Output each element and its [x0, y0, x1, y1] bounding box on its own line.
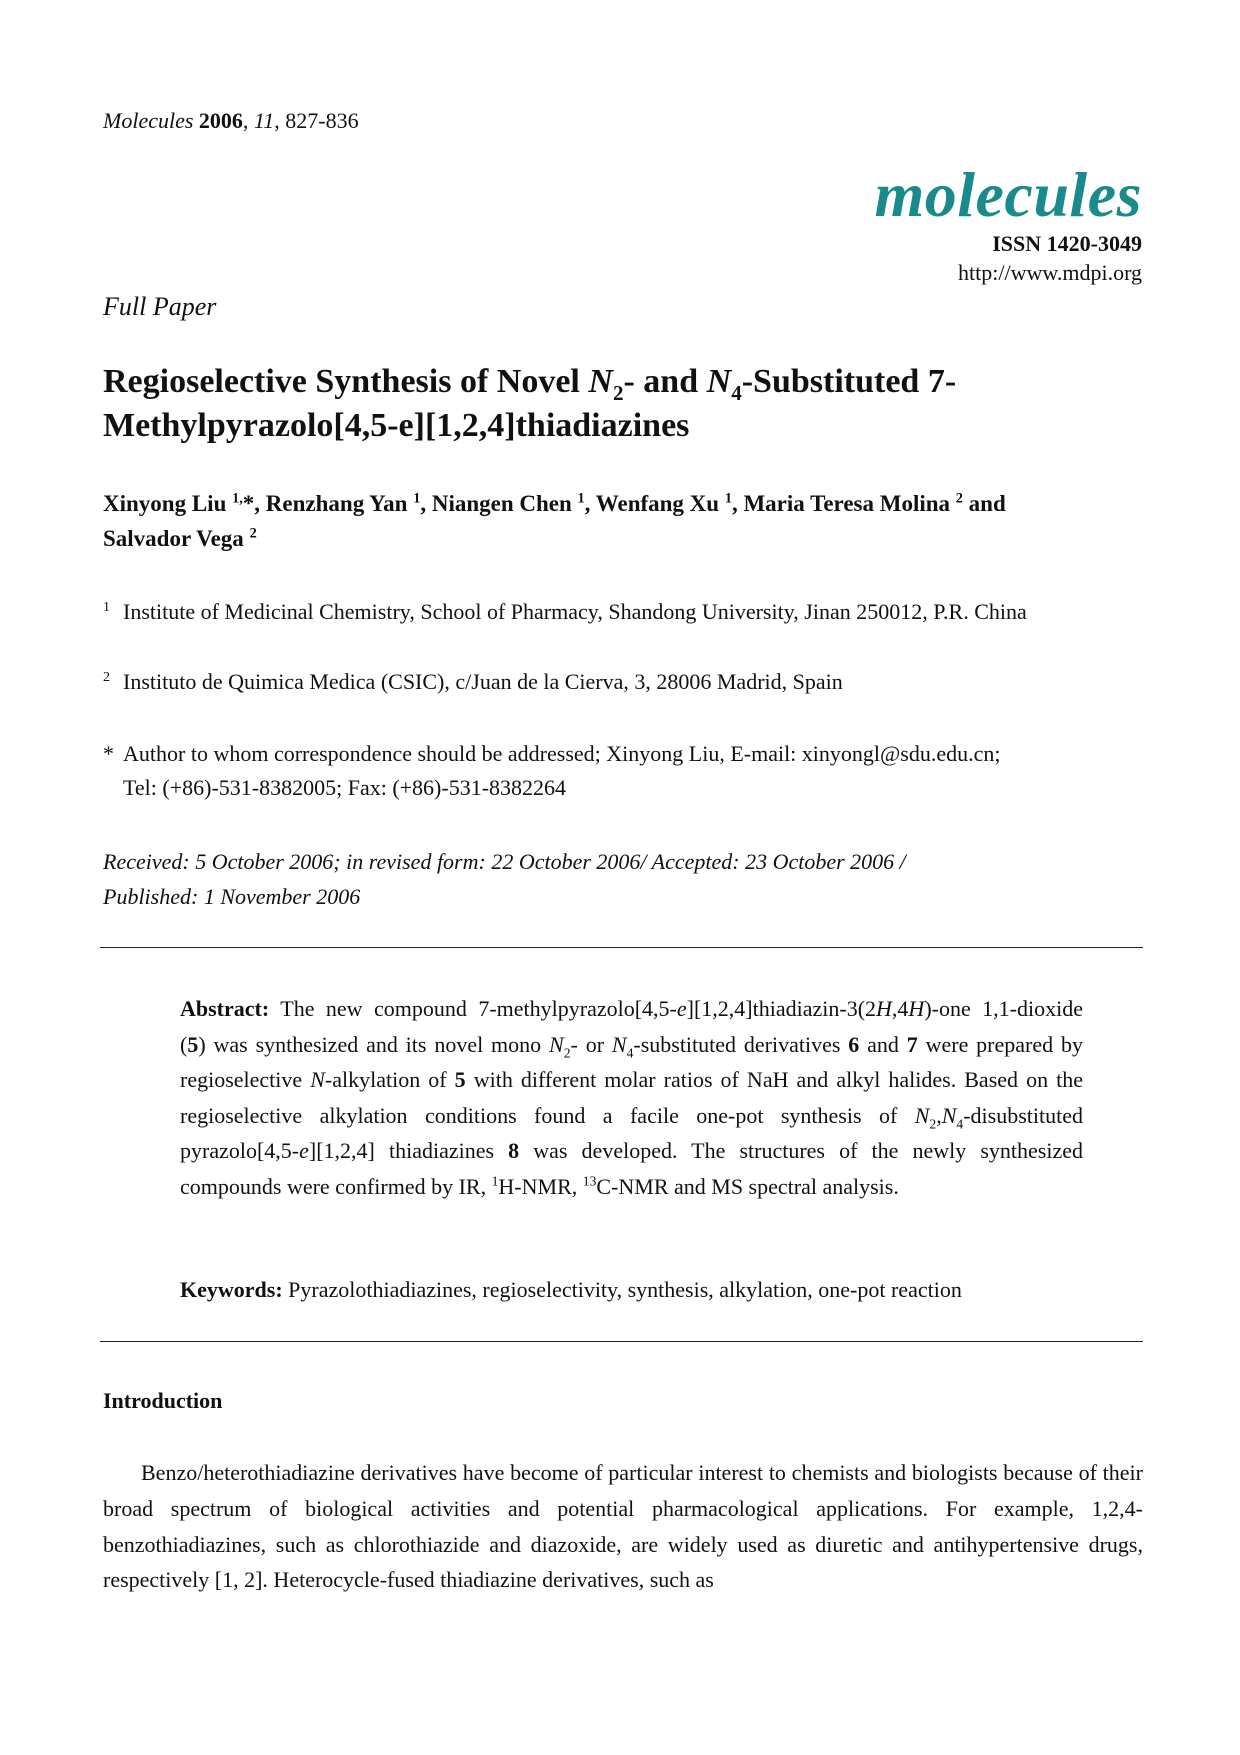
correspondence-line2: Tel: (+86)-531-8382005; Fax: (+86)-531-8382264 — [123, 775, 567, 800]
journal-website-link[interactable]: http://www.mdpi.org — [958, 260, 1142, 285]
paper-title: Regioselective Synthesis of Novel $N_2-$ and $N_4$-Substituted 7- Methylpyrazolo[4,5-e][1,2,4]thiadiazines — [103, 363, 957, 444]
correspondence-note: * Author to whom correspondence should be addressed; Xinyong Liu, E-mail: xinyongl@sdu.edu.cn; Tel: (+86)-531-8382005; Fax: (+86)-531-8382264 — [103, 737, 1143, 805]
journal-logo: molecules — [874, 159, 1142, 230]
issn: ISSN 1420-3049 — [992, 231, 1142, 256]
divider-top — [100, 947, 1143, 948]
divider-bottom — [100, 1341, 1143, 1342]
journal-volume: 11 — [253, 108, 275, 133]
journal-year: 2006 — [198, 108, 243, 133]
correspondence-line1: Author to whom correspondence should be addressed; Xinyong Liu, E-mail: xinyongl@sdu.edu.cn; — [123, 741, 1001, 766]
author: Salvador Vega — [103, 526, 244, 551]
intro-paragraph: Benzo/heterothiadiazine derivatives have become of particular interest to chemists and biologists because of their broad spectrum of biological activities and potential pharmacological applications. For example, 1,2,4-benzothiadiazines, such as chlorothiazide and diazoxide, are widely used as diuretic and antihypertensive drugs, respectively [1, 2]. Heterocycle-fused thiadiazine derivatives, such as — [103, 1460, 1143, 1593]
author: Niangen Chen — [431, 491, 572, 516]
journal-citation: Molecules 2006, 11, 827-836 — [103, 108, 359, 133]
publication-dates: Received: 5 October 2006; in revised form: 22 October 2006/ Accepted: 23 October 2006 / Published: 1 November 2006 — [103, 849, 906, 909]
author: Renzhang Yan — [265, 491, 408, 516]
paper-type: Full Paper — [103, 292, 217, 321]
keywords — [180, 1277, 1083, 1303]
keywords-label: Keywords: — [180, 1277, 283, 1302]
abstract-label: Abstract: — [180, 996, 270, 1021]
affiliation-1: 1 Institute of Medicinal Chemistry, School of Pharmacy, Shandong University, Jinan 250012, P.R. China — [103, 599, 1027, 624]
abstract: Abstract: The new compound 7-methylpyrazolo[4,5-e][1,2,4]thiadiazin-3(2H,4H)-one 1,1-dioxide (5) was synthesized and its novel mono $N_2-$ or $N_4$-substituted derivatives 6 and 7 were prepared by regioselective N-alkylation of 5 with different molar ratios of NaH and alkyl halides. Based on the regioselective alkylation conditions found a facile one-pot synthesis of $N_2,N_4$-disubstituted pyrazolo[4,5-e][1,2,4] thiadiazines 8 was developed. The structures of the newly synthesized compounds were confirmed by IR, $^1$H-NMR, $^{13}$C-NMR and MS spectral analysis. — [180, 996, 1083, 1199]
author: Maria Teresa Molina — [743, 491, 951, 516]
paper-title-line2: Methylpyrazolo[4,5-e][1,2,4]thiadiazines — [103, 407, 690, 444]
journal-pages: 827-836 — [285, 108, 359, 133]
author-list: Xinyong Liu $^{1,}$*, Renzhang Yan $^1$, Niangen Chen $^1$, Wenfang Xu $^1$, Maria Teresa Molina $^2$ and Salvador Vega $^2$ — [103, 490, 1006, 551]
keywords-text: Pyrazolothiadiazines, regioselectivity, synthesis, alkylation, one-pot reaction — [282, 1277, 962, 1302]
affiliation-2: 2 Instituto de Quimica Medica (CSIC), c/Juan de la Cierva, 3, 28006 Madrid, Spain — [103, 669, 843, 694]
journal-name: Molecules — [103, 108, 194, 133]
section-heading: Introduction — [103, 1388, 223, 1413]
author: Wenfang Xu — [595, 491, 720, 516]
author: Xinyong Liu — [103, 491, 227, 516]
